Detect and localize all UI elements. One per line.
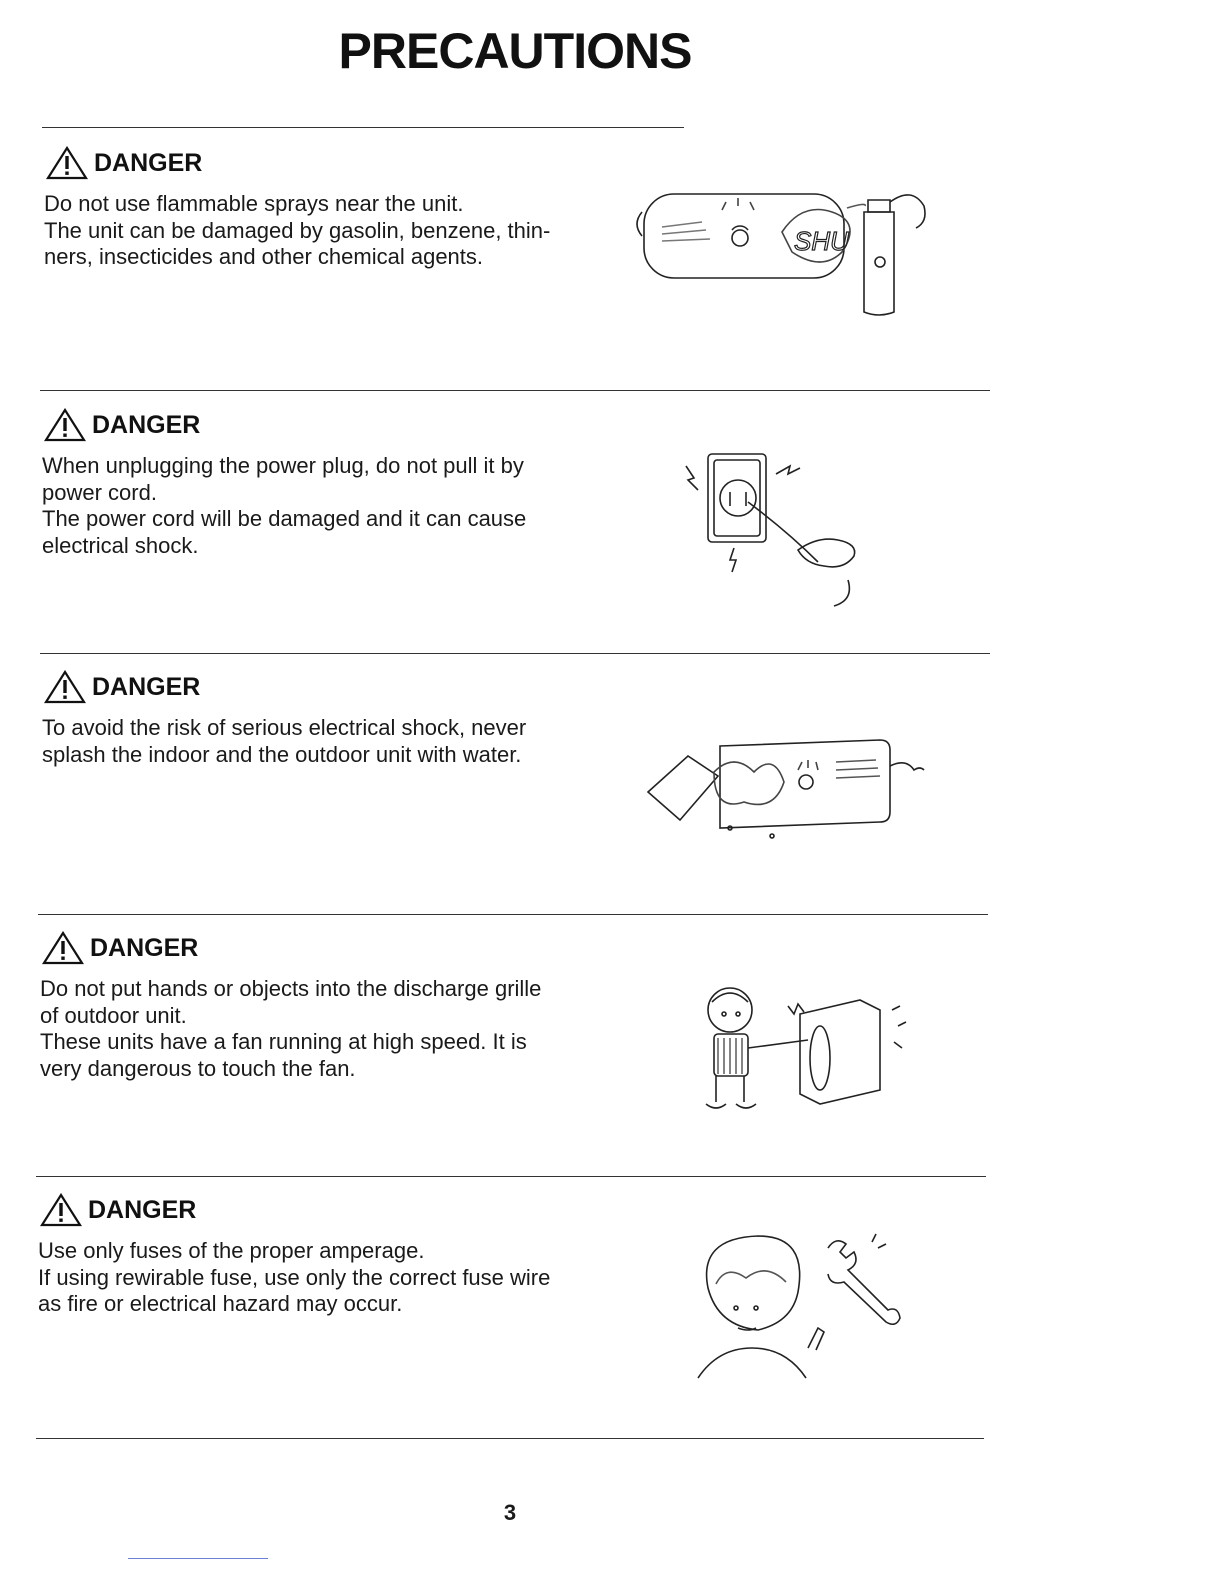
text-line: The power cord will be damaged and it can cause bbox=[42, 506, 527, 531]
precaution-text bbox=[44, 191, 589, 271]
text-line: very dangerous to touch the fan. bbox=[40, 1055, 356, 1081]
text-line: If using rewirable fuse, use only the correct fuse wire bbox=[38, 1264, 551, 1290]
bottom-link-underline[interactable] bbox=[128, 1558, 268, 1559]
warning-triangle-icon bbox=[42, 931, 84, 965]
danger-label: DANGER bbox=[92, 672, 201, 701]
text-line: These units have a fan running at high speed. It is bbox=[40, 1029, 527, 1054]
precaution-text bbox=[40, 976, 585, 1082]
power-plug-illustration bbox=[678, 440, 888, 610]
text-line: Do not put hands or objects into the discharge grille bbox=[40, 976, 542, 1001]
text-line: Use only fuses of the proper amperage. bbox=[38, 1238, 425, 1263]
divider bbox=[40, 390, 990, 391]
text-line: When unplugging the power plug, do not pull it by bbox=[42, 453, 524, 478]
divider bbox=[36, 1438, 984, 1439]
page-title: PRECAUTIONS bbox=[338, 23, 692, 79]
text-line: To avoid the risk of serious electrical shock, never bbox=[42, 715, 527, 740]
text-line: of outdoor unit. bbox=[40, 1002, 187, 1028]
precaution-text bbox=[42, 453, 587, 559]
divider bbox=[36, 1176, 986, 1177]
divider bbox=[42, 127, 684, 128]
danger-label: DANGER bbox=[88, 1195, 197, 1224]
danger-heading bbox=[44, 408, 200, 442]
text-line: splash the indoor and the outdoor unit with water. bbox=[42, 741, 522, 767]
spray-sound-text: SHU bbox=[794, 226, 849, 256]
precaution-text bbox=[38, 1238, 583, 1318]
fuse-wrench-illustration bbox=[688, 1228, 908, 1388]
fan-grille-illustration bbox=[688, 982, 928, 1122]
divider bbox=[40, 653, 990, 654]
danger-label: DANGER bbox=[92, 410, 201, 439]
warning-triangle-icon bbox=[44, 670, 86, 704]
warning-triangle-icon bbox=[44, 408, 86, 442]
danger-label: DANGER bbox=[90, 933, 199, 962]
danger-heading bbox=[46, 146, 202, 180]
text-line: The unit can be damaged by gasolin, benzene, thin- bbox=[44, 217, 551, 243]
text-line: power cord. bbox=[42, 479, 157, 505]
spray-can-illustration bbox=[632, 172, 952, 322]
danger-label: DANGER bbox=[94, 148, 203, 177]
water-splash-illustration bbox=[640, 732, 940, 842]
text-line: ners, insecticides and other chemical agents. bbox=[44, 244, 484, 269]
page-number: 3 bbox=[503, 1500, 517, 1525]
precaution-text bbox=[42, 715, 587, 768]
divider bbox=[38, 914, 988, 915]
danger-heading bbox=[42, 931, 198, 965]
danger-heading bbox=[40, 1193, 196, 1227]
text-line: Do not use flammable sprays near the unit. bbox=[44, 191, 464, 216]
text-line: as fire or electrical hazard may occur. bbox=[38, 1291, 403, 1316]
warning-triangle-icon bbox=[40, 1193, 82, 1227]
warning-triangle-icon bbox=[46, 146, 88, 180]
text-line: electrical shock. bbox=[42, 532, 199, 558]
danger-heading bbox=[44, 670, 200, 704]
